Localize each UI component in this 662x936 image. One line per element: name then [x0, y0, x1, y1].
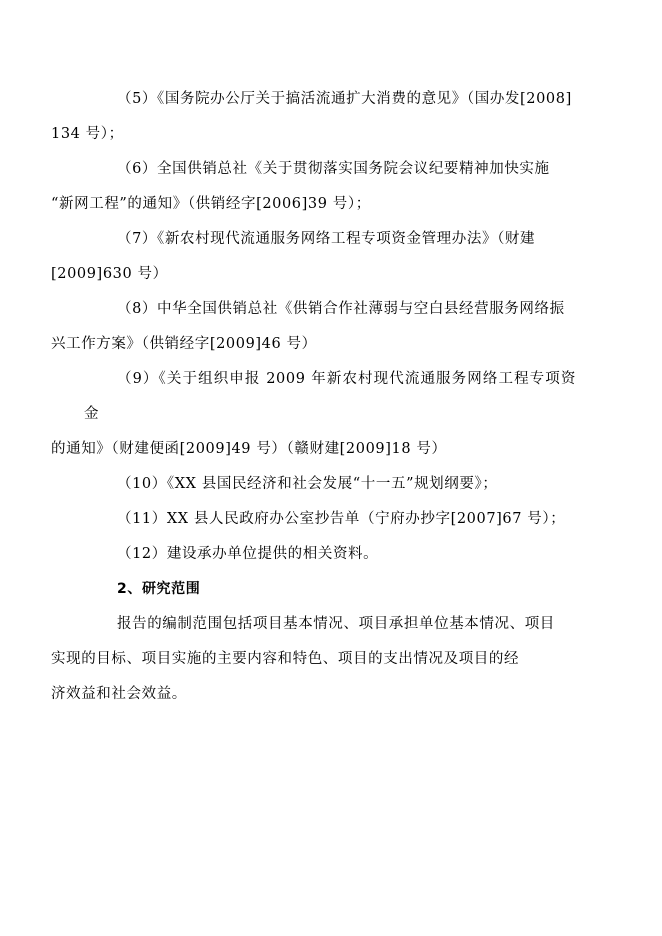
reference-item-9: [51, 362, 576, 467]
reference-item-10: [84, 467, 576, 502]
reference-item-6-line1: （6）全国供销总社《关于贯彻落实国务院会议纪要精神加快实施: [117, 161, 550, 177]
reference-item-5-line2: 134 号）；: [51, 126, 124, 142]
reference-item-7-line2: [2009]630 号）: [51, 266, 168, 282]
section-body-line2: 实现的目标、项目实施的主要内容和特色、项目的支出情况及项目的经: [51, 651, 520, 667]
reference-item-5: [51, 82, 576, 152]
reference-item-9-line1: （9）《关于组织申报 2009 年新农村现代流通服务网络工程专项资金: [84, 371, 576, 422]
reference-item-9-line2: 的通知》（财建便函[2009]49 号）（赣财建[2009]18 号）: [51, 441, 447, 457]
section-body-line3: 济效益和社会效益。: [51, 686, 187, 702]
section-body-line1: 报告的编制范围包括项目基本情况、项目承担单位基本情况、项目: [117, 616, 555, 632]
reference-item-8-line2: 兴工作方案》（供销经字[2009]46 号）: [51, 336, 317, 352]
reference-item-7-line1: （7）《新农村现代流通服务网络工程专项资金管理办法》（财建: [117, 231, 536, 247]
reference-item-6-line2: “新网工程”的通知》（供销经字[2006]39 号）；: [51, 196, 371, 212]
reference-item-10-line1: （10）《XX 县国民经济和社会发展“十一五”规划纲要》；: [117, 476, 498, 492]
reference-item-8: [51, 292, 576, 362]
reference-item-12-line1: （12）建设承办单位提供的相关资料。: [117, 546, 379, 562]
document-body: [51, 82, 576, 712]
reference-item-11: [84, 502, 576, 537]
reference-item-8-line1: （8）中华全国供销总社《供销合作社薄弱与空白县经营服务网络振: [117, 301, 565, 317]
reference-item-7: [51, 222, 576, 292]
reference-item-11-line1: （11）XX 县人民政府办公室抄告单（宁府办抄字[2007]67 号）；: [117, 511, 566, 527]
section-heading: 2、研究范围: [117, 581, 201, 597]
reference-item-12: [84, 537, 576, 572]
reference-item-5-line1: （5）《国务院办公厅关于搞活流通扩大消费的意见》（国办发[2008]: [117, 91, 572, 107]
reference-item-6: [51, 152, 576, 222]
section-body: [51, 607, 576, 712]
